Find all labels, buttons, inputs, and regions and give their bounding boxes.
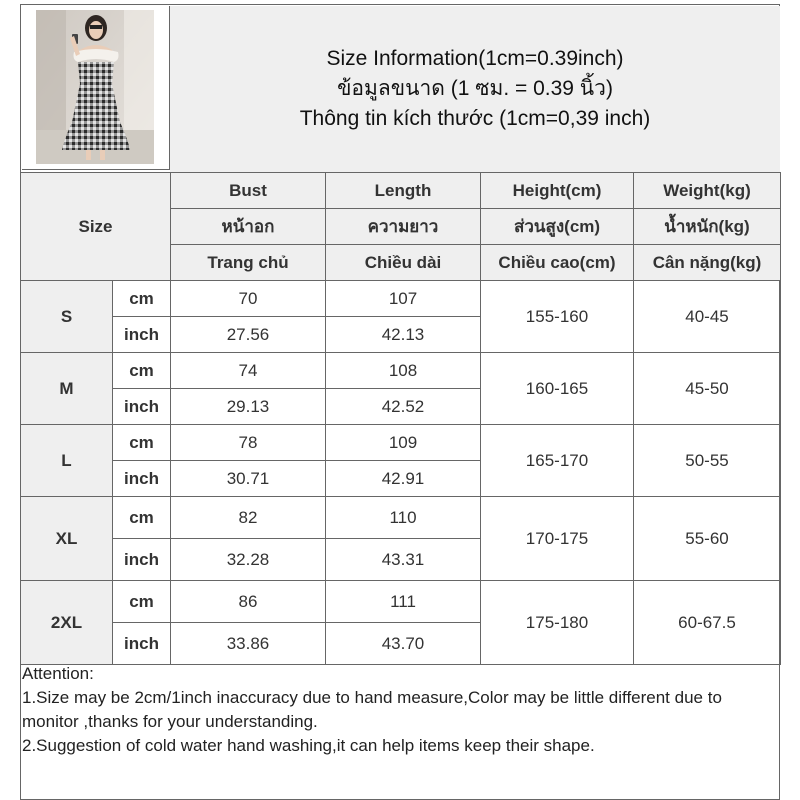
size-column-caption: Size — [21, 173, 171, 281]
unit-cm-label: cm — [113, 581, 171, 623]
bust-cm-value: 86 — [171, 581, 326, 623]
col-height-en: Height(cm) — [481, 173, 634, 209]
bust-cm-value: 78 — [171, 425, 326, 461]
height-value: 155-160 — [481, 281, 634, 353]
bust-inch-value: 32.28 — [171, 539, 326, 581]
product-photo-frame — [22, 6, 170, 170]
length-cm-value: 110 — [326, 497, 481, 539]
weight-value: 45-50 — [634, 353, 781, 425]
unit-cm-label: cm — [113, 353, 171, 389]
weight-value: 50-55 — [634, 425, 781, 497]
col-weight-th: น้ำหนัก(kg) — [634, 209, 781, 245]
col-bust-th: หน้าอก — [171, 209, 326, 245]
height-value: 165-170 — [481, 425, 634, 497]
product-photo — [36, 10, 154, 164]
length-inch-value: 43.70 — [326, 623, 481, 665]
col-bust-en: Bust — [171, 173, 326, 209]
weight-value: 60-67.5 — [634, 581, 781, 665]
col-height-vi: Chiều cao(cm) — [481, 245, 634, 281]
table-row — [21, 497, 781, 539]
bust-inch-value: 30.71 — [171, 461, 326, 497]
unit-inch-label: inch — [113, 317, 171, 353]
unit-cm-label: cm — [113, 497, 171, 539]
bust-inch-value: 29.13 — [171, 389, 326, 425]
unit-inch-label: inch — [113, 389, 171, 425]
size-label: L — [21, 425, 113, 497]
col-length-th: ความยาว — [326, 209, 481, 245]
model-dress-illustration — [36, 10, 154, 164]
attention-note-2: 2.Suggestion of cold water hand washing,it can help items keep their shape. — [22, 736, 595, 755]
length-inch-value: 42.13 — [326, 317, 481, 353]
height-value: 160-165 — [481, 353, 634, 425]
length-cm-value: 109 — [326, 425, 481, 461]
table-row — [21, 353, 781, 389]
header-row-en — [21, 173, 781, 209]
table-row — [21, 425, 781, 461]
unit-inch-label: inch — [113, 623, 171, 665]
attention-note-1: 1.Size may be 2cm/1inch inaccuracy due to hand measure,Color may be little different due to monitor ,thanks for your understanding. — [22, 688, 722, 731]
bust-cm-value: 70 — [171, 281, 326, 317]
length-cm-value: 108 — [326, 353, 481, 389]
size-label: XL — [21, 497, 113, 581]
bust-cm-value: 74 — [171, 353, 326, 389]
col-length-vi: Chiều dài — [326, 245, 481, 281]
length-inch-value: 42.52 — [326, 389, 481, 425]
col-weight-vi: Cân nặng(kg) — [634, 245, 781, 281]
height-value: 170-175 — [481, 497, 634, 581]
size-info-header — [170, 6, 780, 172]
attention-title: Attention: — [22, 664, 94, 683]
table-row — [21, 281, 781, 317]
bust-inch-value: 27.56 — [171, 317, 326, 353]
attention-notes — [22, 662, 778, 758]
bust-inch-value: 33.86 — [171, 623, 326, 665]
col-height-th: ส่วนสูง(cm) — [481, 209, 634, 245]
size-label: S — [21, 281, 113, 353]
length-inch-value: 43.31 — [326, 539, 481, 581]
col-bust-vi: Trang chủ — [171, 245, 326, 281]
size-chart-table — [20, 172, 781, 665]
size-label: M — [21, 353, 113, 425]
header-title-vi: Thông tin kích thước (1cm=0,39 inch) — [299, 107, 651, 130]
length-cm-value: 111 — [326, 581, 481, 623]
bust-cm-value: 82 — [171, 497, 326, 539]
weight-value: 55-60 — [634, 497, 781, 581]
table-row — [21, 581, 781, 623]
size-label: 2XL — [21, 581, 113, 665]
weight-value: 40-45 — [634, 281, 781, 353]
unit-inch-label: inch — [113, 539, 171, 581]
col-weight-en: Weight(kg) — [634, 173, 781, 209]
unit-cm-label: cm — [113, 281, 171, 317]
header-title-th: ข้อมูลขนาด (1 ซม. = 0.39 นิ้ว) — [337, 77, 613, 100]
height-value: 175-180 — [481, 581, 634, 665]
col-length-en: Length — [326, 173, 481, 209]
length-cm-value: 107 — [326, 281, 481, 317]
unit-inch-label: inch — [113, 461, 171, 497]
header-title-en: Size Information(1cm=0.39inch) — [326, 47, 624, 70]
unit-cm-label: cm — [113, 425, 171, 461]
length-inch-value: 42.91 — [326, 461, 481, 497]
